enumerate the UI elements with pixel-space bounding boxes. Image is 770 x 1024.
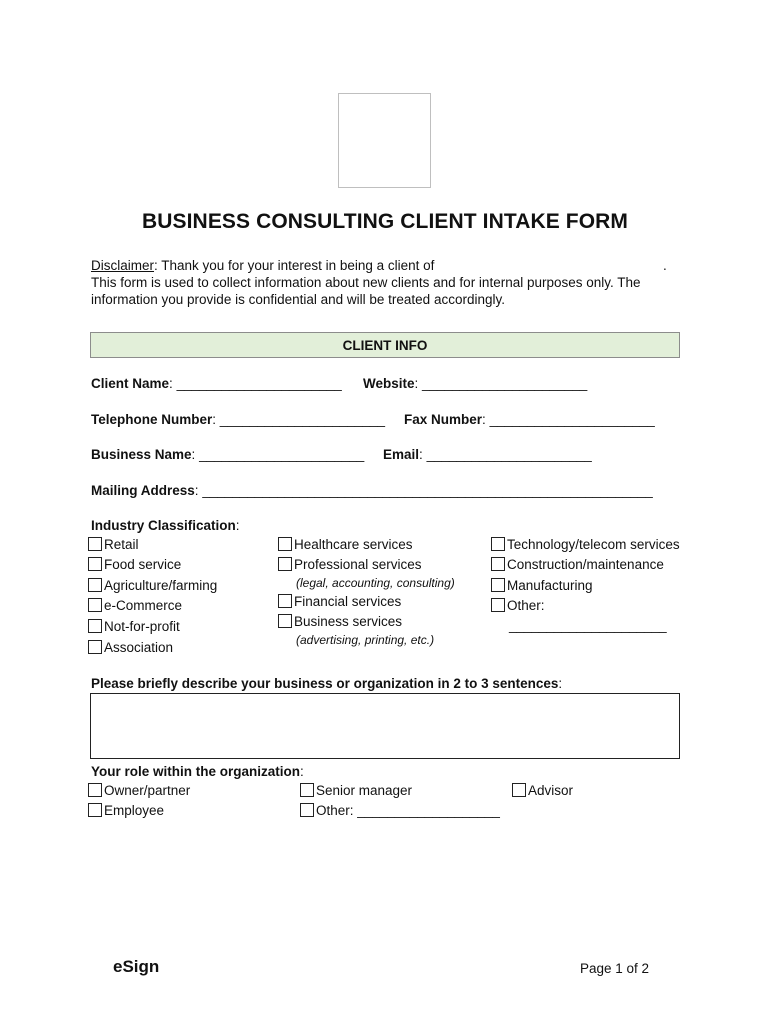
checkbox-icon[interactable] xyxy=(88,537,102,551)
checkbox-icon[interactable] xyxy=(300,803,314,817)
checkbox-employee[interactable]: Employee xyxy=(88,803,164,818)
checkbox-retail[interactable]: Retail xyxy=(88,537,139,552)
fax-blank[interactable]: ______________________ xyxy=(489,412,655,427)
checkbox-construction[interactable]: Construction/maintenance xyxy=(491,557,664,572)
description-textarea[interactable] xyxy=(90,693,680,759)
page-number: Page 1 of 2 xyxy=(580,961,650,976)
checkbox-association[interactable]: Association xyxy=(88,640,173,655)
email-field[interactable]: Email: ______________________ xyxy=(383,447,592,462)
checkbox-icon[interactable] xyxy=(278,557,292,571)
checkbox-icon[interactable] xyxy=(88,598,102,612)
checkbox-agriculture[interactable]: Agriculture/farming xyxy=(88,578,217,593)
business-name-field[interactable]: Business Name: ______________________ xyxy=(91,447,365,462)
checkbox-icon[interactable] xyxy=(88,640,102,654)
disclaimer-line1: : Thank you for your interest in being a client of xyxy=(154,258,435,273)
checkbox-healthcare[interactable]: Healthcare services xyxy=(278,537,413,552)
email-label: Email xyxy=(383,447,420,462)
disclaimer-label: Disclaimer xyxy=(91,258,155,273)
description-prompt: Please briefly describe your business or organization in 2 to 3 sentences: xyxy=(91,676,563,691)
checkbox-manufacturing[interactable]: Manufacturing xyxy=(491,578,593,593)
other-industry-blank[interactable]: _____________________ xyxy=(509,618,667,633)
website-blank[interactable]: ______________________ xyxy=(422,376,588,391)
checkbox-professional[interactable]: Professional services xyxy=(278,557,422,572)
client-name-field[interactable]: Client Name: ______________________ xyxy=(91,376,342,391)
telephone-blank[interactable]: ______________________ xyxy=(219,412,385,427)
disclaimer-line1-end: . xyxy=(663,258,667,273)
client-name-blank[interactable]: ______________________ xyxy=(176,376,342,391)
fax-label: Fax Number xyxy=(404,412,483,427)
role-label: Your role within the organization: xyxy=(91,764,304,779)
checkbox-icon[interactable] xyxy=(278,537,292,551)
industry-classification-label: Industry Classification: xyxy=(91,518,240,533)
telephone-field[interactable]: Telephone Number: ______________________ xyxy=(91,412,385,427)
business-name-label: Business Name xyxy=(91,447,192,462)
mailing-address-field[interactable]: Mailing Address: ____________________________________________________________ xyxy=(91,483,653,498)
business-name-blank[interactable]: ______________________ xyxy=(199,447,365,462)
checkbox-ecommerce[interactable]: e-Commerce xyxy=(88,598,182,613)
disclaimer-line3: information you provide is confidential and will be treated accordingly. xyxy=(91,292,505,307)
checkbox-icon[interactable] xyxy=(278,614,292,628)
checkbox-owner-partner[interactable]: Owner/partner xyxy=(88,783,190,798)
client-name-label: Client Name xyxy=(91,376,170,391)
mailing-address-label: Mailing Address xyxy=(91,483,195,498)
page-title: BUSINESS CONSULTING CLIENT INTAKE FORM xyxy=(141,210,629,233)
professional-note: (legal, accounting, consulting) xyxy=(296,576,455,590)
checkbox-icon[interactable] xyxy=(491,598,505,612)
checkbox-icon[interactable] xyxy=(88,783,102,797)
checkbox-icon[interactable] xyxy=(278,594,292,608)
mailing-address-blank[interactable]: ____________________________________________________________ xyxy=(202,483,653,498)
business-services-note: (advertising, printing, etc.) xyxy=(296,633,435,647)
website-label: Website xyxy=(363,376,415,391)
telephone-label: Telephone Number xyxy=(91,412,213,427)
checkbox-technology[interactable]: Technology/telecom services xyxy=(491,537,680,552)
checkbox-icon[interactable] xyxy=(88,578,102,592)
esign-logo: eSign xyxy=(113,957,160,976)
email-blank[interactable]: ______________________ xyxy=(426,447,592,462)
fax-field[interactable]: Fax Number: ______________________ xyxy=(404,412,655,427)
checkbox-other-industry[interactable]: Other: xyxy=(491,598,545,613)
checkbox-icon[interactable] xyxy=(88,619,102,633)
checkbox-icon[interactable] xyxy=(491,557,505,571)
website-field[interactable]: Website: ______________________ xyxy=(363,376,588,391)
logo-placeholder xyxy=(338,93,431,188)
checkbox-icon[interactable] xyxy=(88,803,102,817)
checkbox-senior-manager[interactable]: Senior manager xyxy=(300,783,412,798)
checkbox-not-for-profit[interactable]: Not-for-profit xyxy=(88,619,180,634)
checkbox-icon[interactable] xyxy=(88,557,102,571)
checkbox-icon[interactable] xyxy=(300,783,314,797)
checkbox-financial[interactable]: Financial services xyxy=(278,594,401,609)
checkbox-icon[interactable] xyxy=(512,783,526,797)
checkbox-advisor[interactable]: Advisor xyxy=(512,783,573,798)
checkbox-other-role[interactable]: Other: ___________________ xyxy=(300,803,500,818)
disclaimer xyxy=(91,257,671,308)
checkbox-icon[interactable] xyxy=(491,578,505,592)
checkbox-business-services[interactable]: Business services xyxy=(278,614,402,629)
checkbox-food-service[interactable]: Food service xyxy=(88,557,181,572)
checkbox-icon[interactable] xyxy=(491,537,505,551)
disclaimer-line2: This form is used to collect information about new clients and for internal purposes only. The xyxy=(91,275,641,290)
client-info-header: CLIENT INFO xyxy=(90,332,680,358)
